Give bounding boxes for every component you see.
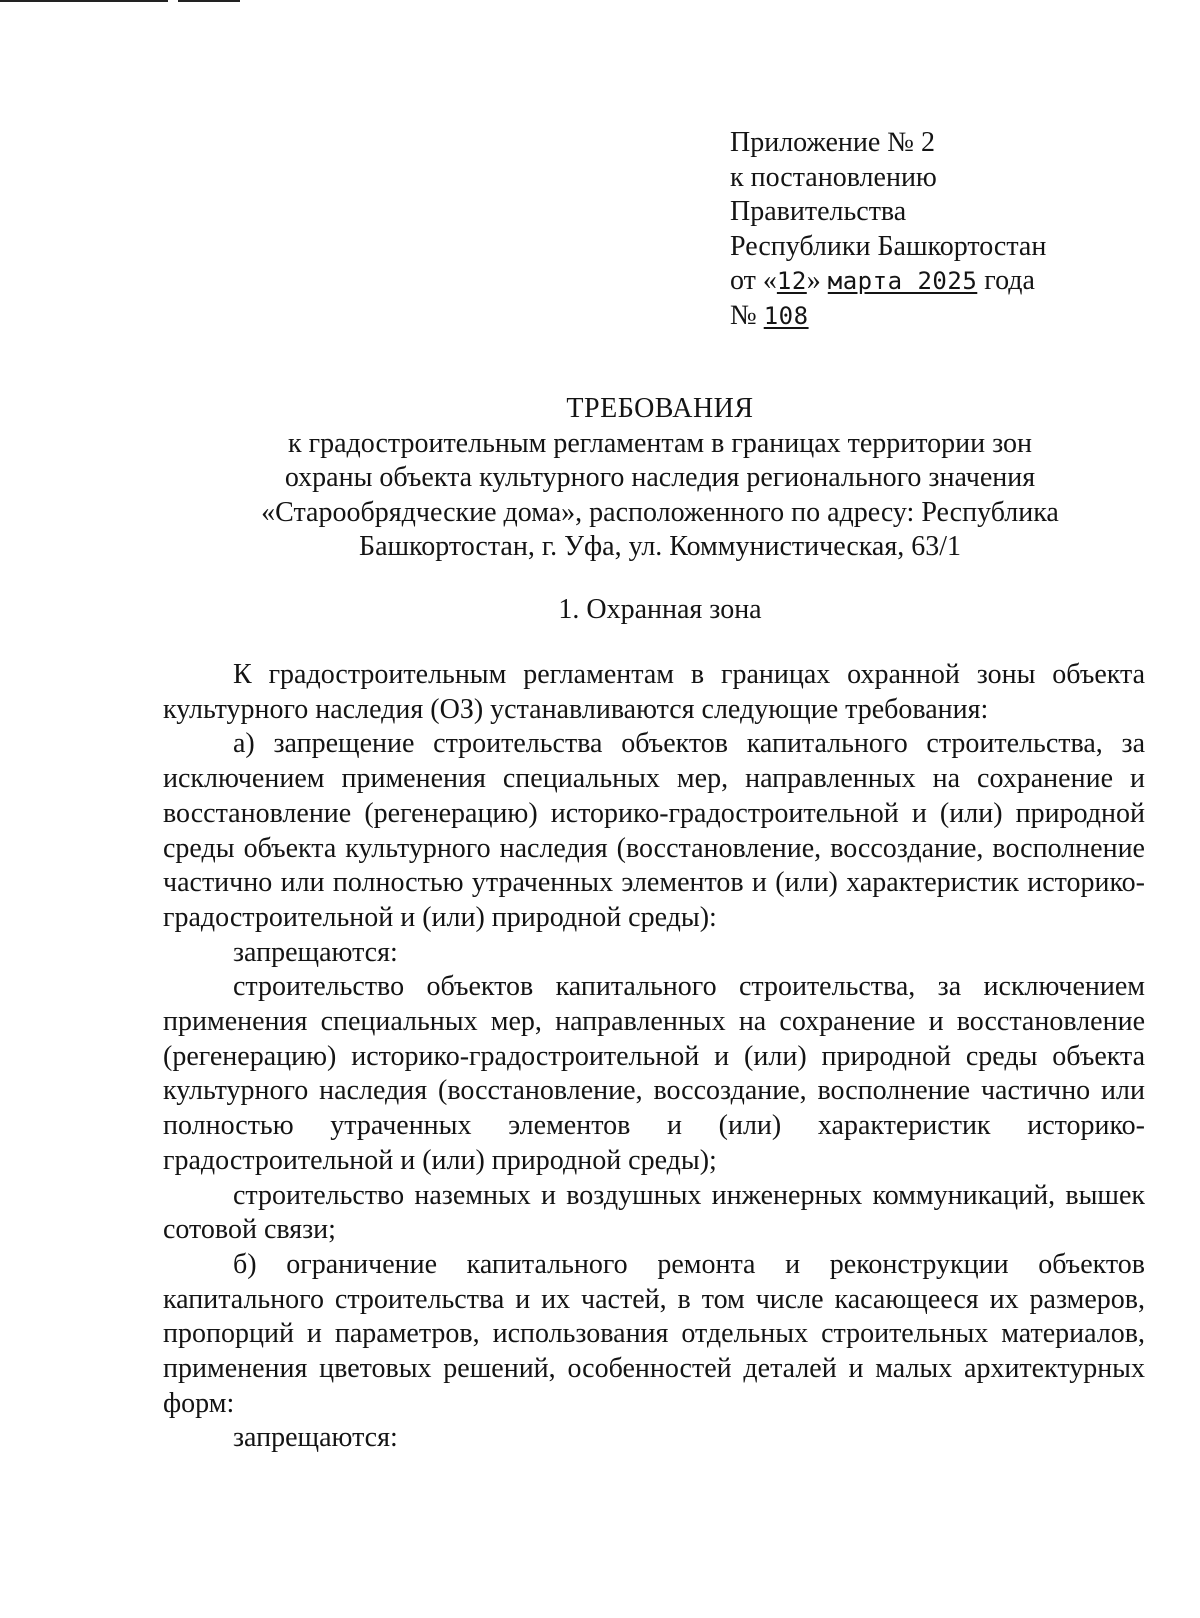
appendix-number-value-line: [730, 299, 1046, 334]
scan-edge-mark: [0, 0, 168, 2]
paragraph: строительство объектов капитального строительства, за исключением применения специальных мер, направленных на сохранение и восстановление (регенерацию) историко-градостроительной и (или) природной среды объекта культурного наследия (восстановление, воссоздание, восполнение частично или полностью утраченных элементов и (или) характеристик историко-градостроительной и (или) природной среды);: [163, 971, 1145, 1176]
document-title: [160, 392, 1160, 565]
paragraph: К градостроительным регламентам в границах охранной зоны объекта культурного наследия (ОЗ) устанавливаются следующие требования:: [163, 659, 1145, 725]
paragraph: б) ограничение капитального ремонта и реконструкции объектов капитального строительства и их частей, в том числе касающееся их размеров, пропорций и параметров, использования отдельных строительных материалов, применения цветовых решений, особенностей деталей и малых архитектурных форм:: [163, 1248, 1145, 1419]
paragraph: запрещаются:: [233, 936, 398, 968]
date-month-year: марта 2025: [827, 267, 978, 296]
date-suffix: года: [977, 265, 1035, 297]
title-line-1: к градостроительным регламентам в границах территории зон: [288, 427, 1032, 459]
title-main: ТРЕБОВАНИЯ: [566, 393, 754, 424]
title-line-2: охраны объекта культурного наследия регионального значения: [284, 462, 1036, 493]
date-day: 12: [776, 267, 807, 296]
number-prefix: №: [730, 299, 764, 331]
decree-number: 108: [763, 301, 809, 330]
appendix-date-line: [730, 264, 1046, 299]
appendix-decree-line: к постановлению: [730, 161, 937, 193]
appendix-header: [730, 126, 1046, 334]
date-mid: »: [806, 265, 828, 297]
section-body: [163, 658, 1145, 1456]
paragraph: а) запрещение строительства объектов капитального строительства, за исключением применения специальных мер, направленных на сохранение и восстановление (регенерацию) историко-градостроительной и (или) природной среды объекта культурного наследия (восстановление, воссоздание, восполнение частично или полностью утраченных элементов и (или) характеристик историко-градостроительной и (или) природной среды):: [163, 728, 1145, 933]
appendix-republic-line: Республики Башкортостан: [730, 230, 1047, 262]
paragraph: строительство наземных и воздушных инженерных коммуникаций, вышек сотовой связи;: [163, 1179, 1145, 1246]
paragraph: запрещаются:: [233, 1422, 398, 1454]
title-line-4: Башкортостан, г. Уфа, ул. Коммунистическая, 63/1: [358, 531, 962, 562]
appendix-number-line: Приложение № 2: [730, 127, 935, 158]
section-heading: 1. Охранная зона: [558, 594, 762, 625]
title-line-3: «Старообрядческие дома», расположенного по адресу: Республика: [261, 496, 1059, 528]
appendix-government-line: Правительства: [730, 196, 907, 228]
scan-edge-mark: [178, 0, 240, 2]
date-prefix: от «: [730, 265, 777, 297]
